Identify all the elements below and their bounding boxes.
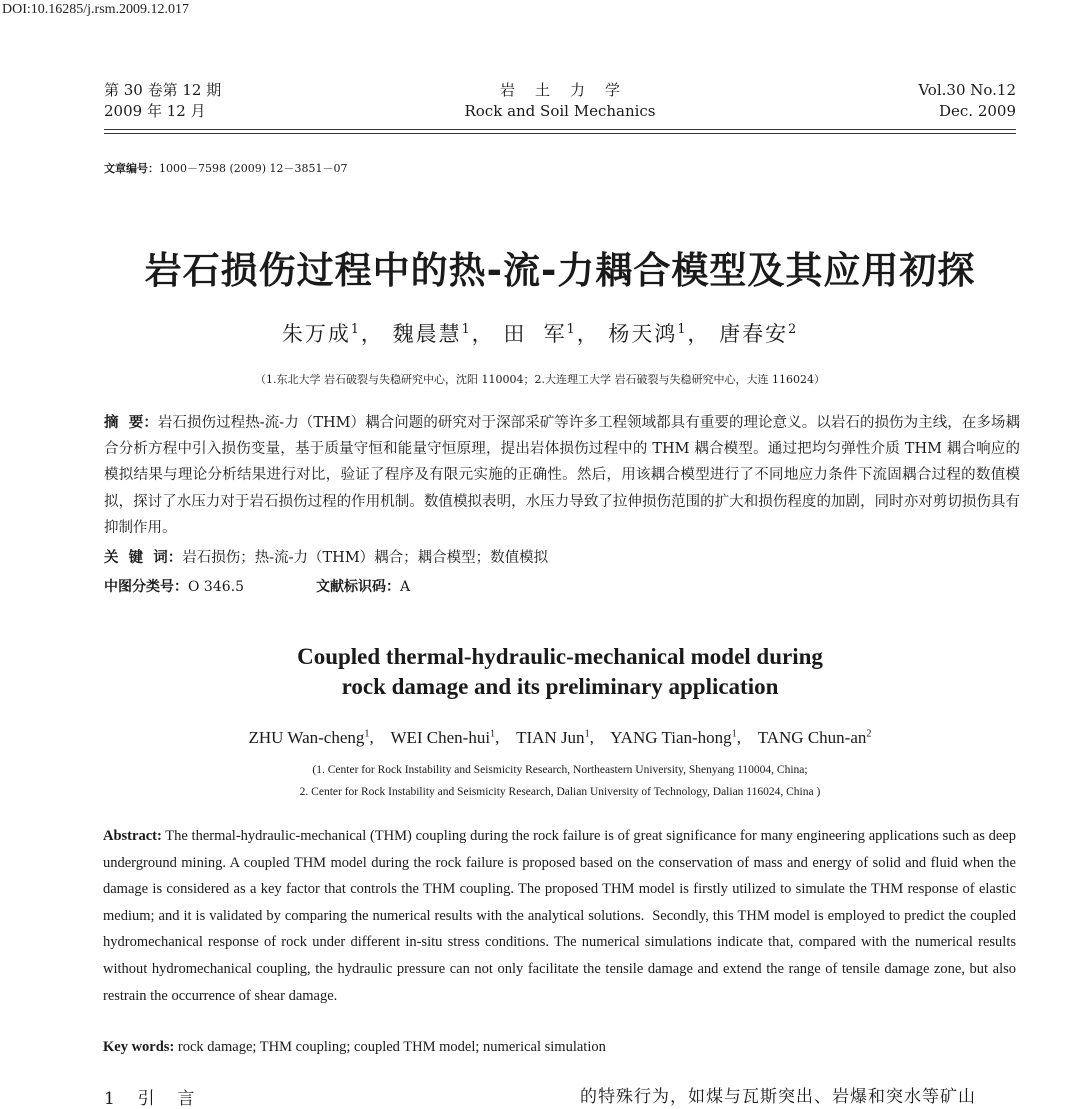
paper-title-cn: 岩石损伤过程中的热-流-力耦合模型及其应用初探 <box>144 249 976 292</box>
article-number <box>104 160 348 176</box>
header-rule-top <box>104 129 1016 130</box>
volume-issue-cn: 第 30 卷第 12 期 <box>104 81 222 99</box>
journal-volume-en <box>918 80 1016 122</box>
author-affiliation-mark: 1 <box>461 321 472 336</box>
author-list-cn: 朱万成$^1$， 魏晨慧$^1$， 田 军$^1$， 杨天鸿$^1$， 唐春安$^2$ <box>281 321 799 346</box>
author-name-en: WEI Chen-hui <box>390 728 491 747</box>
author-affiliation-mark: 1 <box>584 728 590 740</box>
author-affiliation-mark: 1 <box>490 728 496 740</box>
keywords-label-en: Key words: <box>103 1039 175 1055</box>
keywords-cn <box>104 546 548 567</box>
author-name: 唐春安 <box>719 322 789 346</box>
volume-issue-en: Vol.30 No.12 <box>918 81 1016 99</box>
body-text-cut: 的特殊行为，如煤与瓦斯突出、岩爆和突水等矿山 <box>580 1087 976 1107</box>
doc-code-value: A <box>400 579 411 595</box>
date-en: Dec. 2009 <box>938 102 1016 120</box>
journal-name-en: Rock and Soil Mechanics <box>464 102 656 120</box>
clc-label: 中图分类号： <box>104 579 188 595</box>
section-heading-cut: 1 引 言 <box>104 1089 199 1109</box>
paper-title-en-line2: rock damage and its preliminary application <box>341 674 779 699</box>
keywords-text-cn: 岩石损伤；热-流-力（THM）耦合；耦合模型；数值模拟 <box>182 550 549 566</box>
author-name: 朱万成 <box>281 322 351 346</box>
date-cn: 2009 年 12 月 <box>104 102 206 120</box>
author-name: 杨天鸿 <box>608 322 678 346</box>
author-affiliation-mark: 1 <box>677 321 688 336</box>
abstract-text-cn: 岩石损伤过程热-流-力（THM）耦合问题的研究对于深部采矿等许多工程领域都具有重要的理论意义。以岩石的损伤为主线，在多场耦合分析方程中引入损伤变量，基于质量守恒和能量守恒原理，提出岩体损伤过程中的 THM 耦合模型。通过把均匀弹性介质 THM 耦合响应的模拟结果与理论分析结果进行对比，验证了程序及有限元实施的正确性。然后，用该耦合模型进行了不同地应力条件下流固耦合过程的数值模拟，探讨了水压力对于岩石损伤过程的作用机制。数值模拟表明，水压力导致了拉伸损伤范围的扩大和损伤程度的加剧，同时亦对剪切损伤具有抑制作用。 <box>104 415 1020 536</box>
journal-name <box>440 80 680 122</box>
abstract-en <box>103 823 1020 1009</box>
classification-cn <box>104 576 410 596</box>
author-affiliation-mark: 1 <box>364 728 370 740</box>
affiliation-en-line1: (1. Center for Rock Instability and Seismicity Research, Northeastern University, Shenyang 110004, China; <box>312 764 808 776</box>
author-affiliation-mark: 2 <box>788 321 799 336</box>
author-name-en: YANG Tian-hong <box>610 728 732 747</box>
article-number-label: 文章编号： <box>104 162 159 175</box>
affiliation-en <box>0 759 1080 803</box>
author-affiliation-mark: 1 <box>350 321 361 336</box>
abstract-text-en: The thermal-hydraulic-mechanical (THM) coupling during the rock failure is of great significance for many engineering applications such as deep underground mining. A coupled THM model during the rock failure is proposed based on the conservation of mass and energy of solid and fluid when the damage is considered as a key factor that controls the THM coupling. The proposed THM model is firstly utilized to simulate the THM response of elastic medium; and it is validated by comparing the numerical results with the analytical solutions. Secondly, this THM model is employed to predict the coupled hydromechanical response of rock under different in-situ stress conditions. The numerical simulations indicate that, compared with the numerical results without hydromechanical coupling, the hydraulic pressure can not only facilitate the tensile damage and extend the range of tensile damage zone, but also restrain the occurrence of shear damage. <box>103 828 1020 1004</box>
doi-line: DOI:10.16285/j.rsm.2009.12.017 <box>2 2 190 17</box>
abstract-label-en: Abstract: <box>103 828 162 844</box>
header-rule-bottom <box>104 133 1016 134</box>
abstract-label-cn: 摘 要： <box>104 415 158 431</box>
author-name: 田 军 <box>503 322 567 346</box>
article-number-value: 1000－7598 (2009) 12－3851－07 <box>159 162 348 175</box>
paper-title-en-line1: Coupled thermal-hydraulic-mechanical model during <box>297 644 823 669</box>
author-affiliation-mark: 2 <box>866 728 872 740</box>
author-name-en: TIAN Jun <box>516 728 585 747</box>
journal-name-cn: 岩土力学 <box>499 81 640 99</box>
paper-title-en <box>0 642 1080 702</box>
affiliation-en-line2: 2. Center for Rock Instability and Seismicity Research, Dalian University of Technology, Dalian 116024, China ) <box>299 786 821 798</box>
doc-code-label: 文献标识码： <box>316 579 401 595</box>
clc-value: O 346.5 <box>188 579 245 595</box>
abstract-cn <box>104 410 1020 541</box>
author-affiliation-mark: 1 <box>566 321 577 336</box>
author-affiliation-mark: 1 <box>731 728 737 740</box>
journal-issue-info <box>104 80 221 122</box>
keywords-en <box>103 1039 606 1056</box>
keywords-text-en: rock damage; THM coupling; coupled THM model; numerical simulation <box>174 1039 606 1055</box>
author-list-en: ZHU Wan-cheng$^1$, WEI Chen-hui$^1$, TIAN Jun$^1$, YANG Tian-hong$^1$, TANG Chun-$an^2$ <box>248 728 872 747</box>
author-name: 魏晨慧 <box>392 322 462 346</box>
author-name-en: ZHU Wan-cheng <box>248 728 365 747</box>
keywords-label-cn: 关 键 词： <box>104 550 183 566</box>
affiliation-cn: （1.东北大学 岩石破裂与失稳研究中心，沈阳 110004；2.大连理工大学 岩石破裂与失稳研究中心，大连 116024） <box>255 373 825 386</box>
author-name-en: TANG Chun-an <box>757 728 867 747</box>
